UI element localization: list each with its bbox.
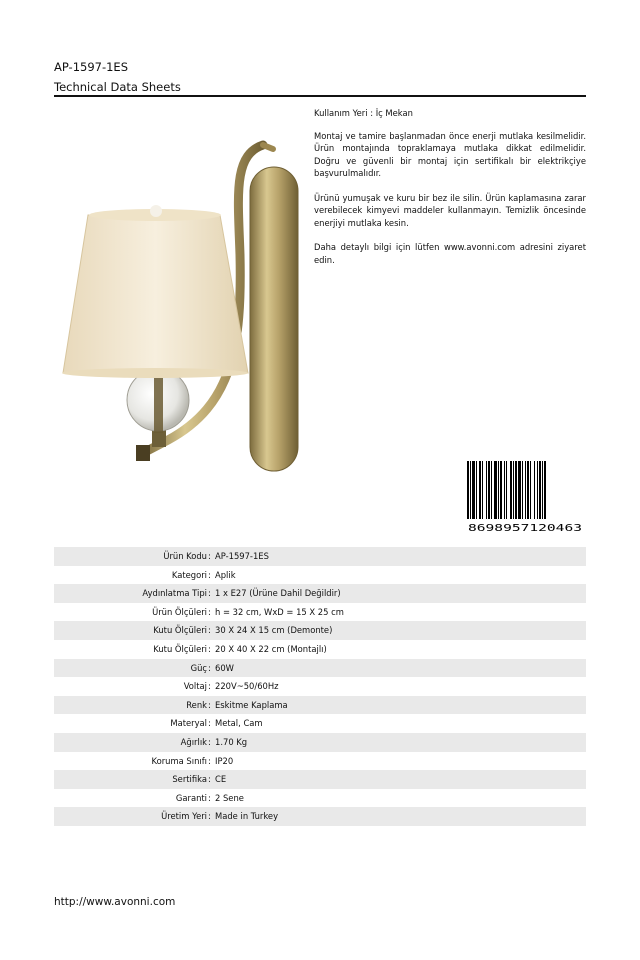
spec-row <box>54 659 586 678</box>
product-image <box>58 135 308 480</box>
spec-row <box>54 566 586 585</box>
barcode-bar <box>482 461 483 523</box>
spec-row <box>54 621 586 640</box>
website-info: Daha detaylı bilgi için lütfen www.avonni.com adresini ziyaret edin. <box>314 242 586 265</box>
spec-value: 1.70 Kg <box>215 736 248 747</box>
spec-label: Renk <box>186 699 207 710</box>
spec-separator: : <box>208 606 211 617</box>
spec-separator: : <box>208 662 211 673</box>
spec-label: Kategori <box>171 569 207 580</box>
spec-label: Ağırlık <box>180 736 207 747</box>
spec-value: 60W <box>215 662 234 673</box>
spec-label: Aydınlatma Tipi <box>142 588 207 599</box>
spec-separator: : <box>208 569 211 580</box>
spec-label: Ürün Kodu <box>163 551 207 561</box>
spec-separator: : <box>208 551 211 561</box>
spec-value: CE <box>215 774 227 785</box>
spec-value: 30 X 24 X 15 cm (Demonte) <box>215 625 333 636</box>
barcode-bar <box>476 461 477 523</box>
spec-value: 2 Sene <box>215 792 244 803</box>
footer-url: http://www.avonni.com <box>54 896 176 908</box>
spec-label: Materyal <box>170 718 207 729</box>
barcode-bar <box>522 461 523 523</box>
spec-row <box>54 677 586 696</box>
header-divider <box>54 95 586 97</box>
spec-row <box>54 696 586 715</box>
spec-row <box>54 547 586 566</box>
spec-row <box>54 752 586 771</box>
spec-value: Metal, Cam <box>215 718 263 729</box>
barcode-bar <box>506 461 507 523</box>
spec-separator: : <box>208 588 211 599</box>
lamp-shade <box>63 215 248 373</box>
barcode-bar <box>534 461 535 523</box>
barcode-bar <box>491 461 492 523</box>
spec-row <box>54 714 586 733</box>
barcode-bar <box>504 461 505 523</box>
barcode-bar <box>500 461 502 523</box>
barcode-bar <box>486 461 487 523</box>
spec-value: 220V~50/60Hz <box>215 681 279 692</box>
spec-row <box>54 733 586 752</box>
installation-warning: Montaj ve tamire başlanmadan önce enerji mutlaka kesilmelidir. Ürün montajında topraklamaya mutlaka dikkat edilmelidir. Doğru ve güvenli bir montaj için sertifikalı bir elektrikçiye başvurulmalıdır. <box>314 130 586 178</box>
barcode-bar <box>513 461 514 523</box>
barcode-digits: 8698957120463 <box>468 523 582 534</box>
document-subtitle: Technical Data Sheets <box>54 80 181 94</box>
barcode-bar <box>525 461 526 523</box>
spec-value: h = 32 cm, WxD = 15 X 25 cm <box>215 606 344 617</box>
spec-separator: : <box>208 811 211 822</box>
usage-location: Kullanım Yeri : İç Mekan <box>314 108 413 118</box>
barcode-bar <box>537 461 538 523</box>
barcode-bars <box>467 461 546 523</box>
spec-label: Sertifika <box>172 774 207 785</box>
barcode-bar <box>544 461 546 523</box>
barcode-bar <box>470 461 471 523</box>
spec-separator: : <box>208 774 211 785</box>
barcode-bar <box>510 461 512 523</box>
spec-value: 1 x E27 (Ürüne Dahil Değildir) <box>215 588 341 599</box>
spec-label: Koruma Sınıfı <box>151 755 207 766</box>
spec-separator: : <box>208 755 211 766</box>
barcode-bar <box>530 461 531 523</box>
spec-separator: : <box>208 699 211 710</box>
spec-label: Üretim Yeri <box>161 811 207 822</box>
spec-separator: : <box>208 681 211 692</box>
spec-separator: : <box>208 718 211 729</box>
spec-separator: : <box>208 736 211 747</box>
wall-plate <box>250 167 298 471</box>
spec-label: Güç <box>190 662 207 673</box>
spec-row <box>54 789 586 808</box>
spec-row <box>54 640 586 659</box>
barcode <box>466 461 584 534</box>
barcode-bar <box>467 461 469 523</box>
spec-value: 20 X 40 X 22 cm (Montajlı) <box>215 643 327 654</box>
spec-separator: : <box>208 792 211 803</box>
barcode-bar <box>539 461 541 523</box>
spec-value: IP20 <box>215 755 234 766</box>
spec-value: Eskitme Kaplama <box>215 699 288 710</box>
barcode-bar <box>542 461 543 523</box>
spec-separator: : <box>208 643 211 654</box>
barcode-bar <box>515 461 517 523</box>
spec-label: Ürün Ölçüleri <box>152 606 207 617</box>
barcode-bar <box>472 461 475 523</box>
barcode-bar <box>518 461 521 523</box>
spec-label: Kutu Ölçüleri <box>153 643 207 654</box>
spec-row <box>54 807 586 826</box>
spec-value: AP-1597-1ES <box>215 551 269 561</box>
usage-info <box>314 107 586 278</box>
spec-label: Voltaj <box>183 681 207 692</box>
spec-row <box>54 584 586 603</box>
barcode-bar <box>498 461 499 523</box>
spec-label: Garanti <box>175 792 207 803</box>
barcode-bar <box>527 461 529 523</box>
spec-value: Aplik <box>215 569 236 580</box>
cleaning-instructions: Ürünü yumuşak ve kuru bir bez ile silin. Ürün kaplamasına zarar verebilecek kimyevi maddeler kullanmayın. Temizlik öncesinde enerjiyi mutlaka kesin. <box>314 192 586 228</box>
spec-row <box>54 770 586 789</box>
spec-table <box>54 547 586 826</box>
barcode-bar <box>494 461 497 523</box>
barcode-bar <box>488 461 490 523</box>
spec-value: Made in Turkey <box>215 811 279 822</box>
spec-label: Kutu Ölçüleri <box>153 625 207 636</box>
barcode-bar <box>479 461 481 523</box>
spec-row <box>54 603 586 622</box>
spec-separator: : <box>208 625 211 636</box>
product-code-heading: AP-1597-1ES <box>54 60 128 74</box>
